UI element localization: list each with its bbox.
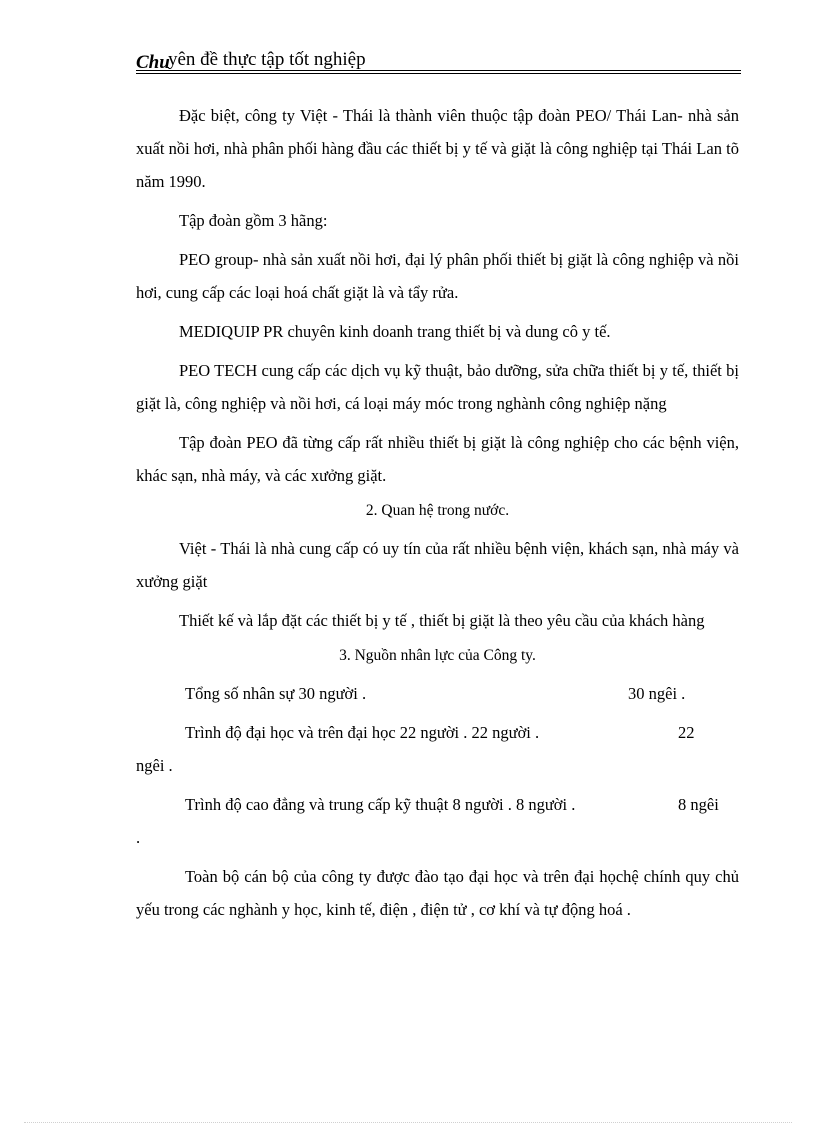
paragraph-group-intro: Tập đoàn gồm 3 hãng: <box>179 211 328 230</box>
stat-university-continuation: ngêi . <box>136 756 173 775</box>
paragraph-peo-supply: Tập đoàn PEO đã từng cấp rất nhiều thiết bị giặt là công nghiệp cho các bệnh viện, khác sạn, nhà máy, và các xưởng giặt. <box>136 433 739 485</box>
stat-college-continuation: . <box>136 828 141 847</box>
paragraph-peo-tech: PEO TECH cung cấp các dịch vụ kỹ thuật, bảo dưỡng, sửa chữa thiết bị y tế, thiết bị giặt là, công nghiệp và nồi hơi, cá loại máy móc trong nghành công nghiệp nặng <box>136 361 739 413</box>
stat-university-label: Trình độ đại học và trên đại học 22 người . 22 người . <box>185 723 540 742</box>
paragraph-reputation: Việt - Thái là nhà cung cấp có uy tín của rất nhiều bệnh viện, khách sạn, nhà máy và xưởng giặt <box>136 539 739 591</box>
paragraph-peo-member: Đặc biệt, công ty Việt - Thái là thành viên thuộc tập đoàn PEO/ Thái Lan- nhà sản xuất nồi hơi, nhà phân phối hàng đầu các thiết bị y tế và giặt là công nghiệp tại Thái Lan tõ năm 1990. <box>136 106 739 191</box>
stat-total-staff-label: Tổng số nhân sự 30 người . <box>185 684 367 703</box>
stat-total-staff <box>136 677 739 710</box>
stat-college-value: 8 ngêi <box>678 795 719 814</box>
stat-university <box>136 716 739 782</box>
stat-college-label: Trình độ cao đẳng và trung cấp kỹ thuật 8 người . 8 người . <box>185 795 576 814</box>
header-rule <box>136 70 741 71</box>
paragraph-staff-training: Toàn bộ cán bộ của công ty được đào tạo đại học và trên đại họchệ chính quy chủ yếu trong các nghành y học, kinh tế, điện , điện tử , cơ khí và tự động hoá . <box>136 867 739 919</box>
paragraph-design-install: Thiết kế và lắp đặt các thiết bị y tế , thiết bị giặt là theo yêu cầu của khách hàng <box>179 611 705 630</box>
section-heading-domestic: 2. Quan hệ trong nước. <box>365 502 510 519</box>
stat-total-staff-value: 30 ngêi . <box>628 684 686 703</box>
header-title: yên đề thực tập tốt nghiệp <box>168 49 366 70</box>
paragraph-mediquip: MEDIQUIP PR chuyên kinh doanh trang thiết bị và dung cô y tế. <box>179 322 611 341</box>
paragraph-peo-group: PEO group- nhà sản xuất nồi hơi, đại lý phân phối thiết bị giặt là công nghiệp và nồi hơi, cung cấp các loại hoá chất giặt là và tẩy rửa. <box>136 250 739 302</box>
stat-college <box>136 788 739 854</box>
section-heading-human-resources: 3. Nguồn nhân lực của Công ty. <box>339 647 536 664</box>
header-rule-thin <box>136 73 741 74</box>
stat-university-value: 22 <box>678 723 695 742</box>
header-script-mark: Chu <box>136 52 170 73</box>
page-header <box>136 48 741 74</box>
document-body <box>136 99 739 932</box>
